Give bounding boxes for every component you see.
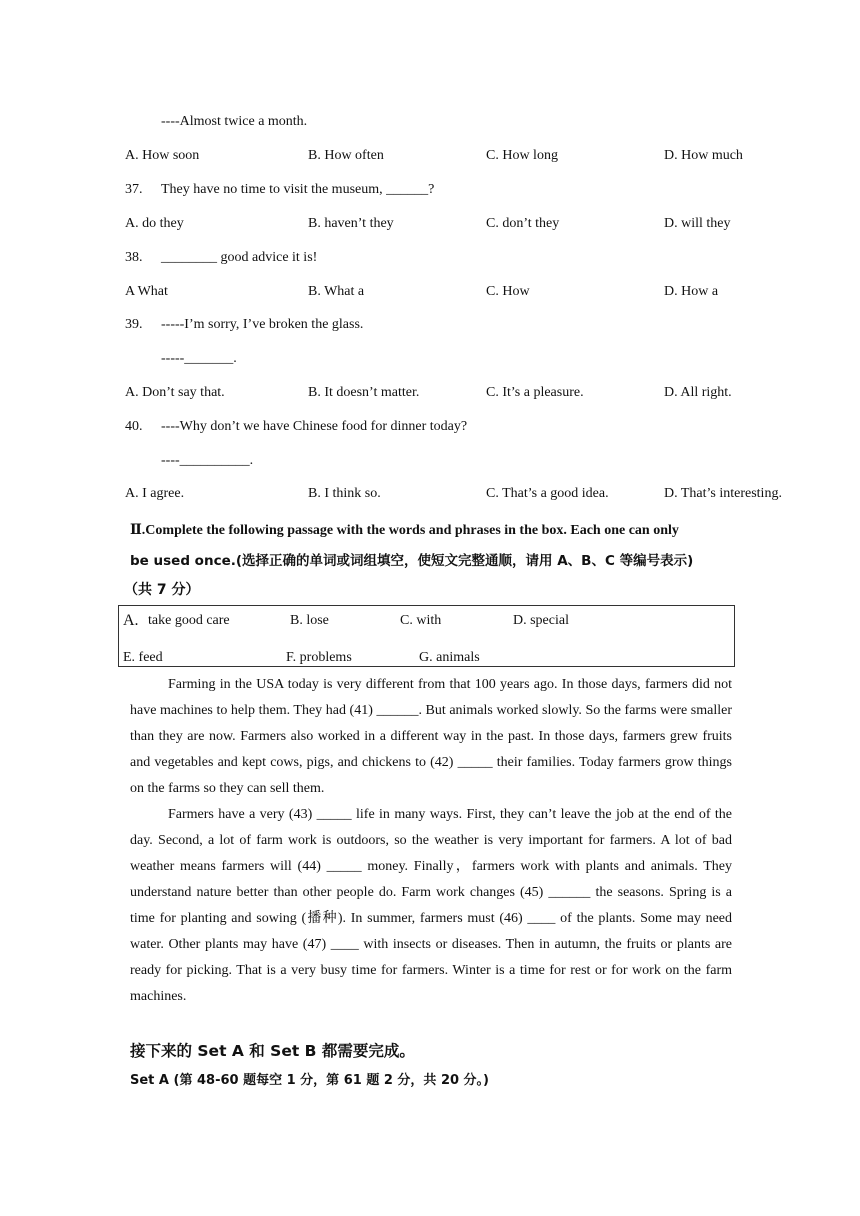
box-item-c: C. with <box>400 613 442 628</box>
option-d: D. That’s interesting. <box>664 486 782 501</box>
option-b: B. I think so. <box>308 486 381 501</box>
option-b: B. What a <box>308 284 365 299</box>
section-heading <box>124 515 740 603</box>
question-text: ----Why don’t we have Chinese food for dinner today? <box>161 419 468 434</box>
question-reply: -----_______. <box>161 351 237 366</box>
box-item-d: D. special <box>513 613 569 628</box>
option-b: B. How often <box>308 148 384 163</box>
q40-options <box>125 485 825 503</box>
option-b: B. haven’t they <box>308 216 394 231</box>
set-ab-title: 接下来的 Set A 和 Set B 都需要完成。 <box>130 1042 415 1060</box>
question-number: 40. <box>125 419 143 434</box>
option-a: A What <box>125 284 168 299</box>
option-d: D. How a <box>664 284 719 299</box>
heading-line-1: Ⅱ.Complete the following passage with the words and phrases in the box. Each one can only <box>130 523 679 538</box>
heading-line-3: （共 7 分） <box>124 582 200 598</box>
passage <box>130 672 732 1010</box>
question-reply: ----__________. <box>161 453 254 468</box>
option-a: A. do they <box>125 216 184 231</box>
paragraph-2: Farmers have a very (43) _____ life in many ways. First, they can’t leave the job at the end of the day. Second, a lot of farm work is outdoors, so the weather is very important for farmers. A lot of bad weather means farmers will (44) _____ money. Finally，farmers work with plants and animals. They understand nature better than other people do. Farm work changes (45) ______ the seasons. Spring is a time for planting and sowing (播种). In summer, farmers must (46) ____ of the plants. Some may need water. Other plants may have (47) ____ with insects or diseases. Then in autumn, the fruits or plants are ready for picking. That is a very busy time for farmers. Winter is a time for rest or for work on the farm machines. <box>130 807 732 1004</box>
box-item-b: B. lose <box>290 613 329 628</box>
q39-options <box>125 384 825 402</box>
q36-answer: ----Almost twice a month. <box>161 114 308 129</box>
option-d: D. will they <box>664 216 731 231</box>
option-a: A. Don’t say that. <box>125 385 225 400</box>
word-box <box>118 605 735 667</box>
heading-line-2: be used once.(选择正确的单词或词组填空，使短文完整通顺，请用 A、B、C 等编号表示) <box>130 553 694 569</box>
question-number: 37. <box>125 182 143 197</box>
box-item-a-letter: A. <box>123 612 139 629</box>
question-number: 38. <box>125 250 143 265</box>
option-d: D. How much <box>664 148 743 163</box>
option-b: B. It doesn’t matter. <box>308 385 420 400</box>
question-text: ________ good advice it is! <box>161 250 318 265</box>
option-c: C. How <box>486 284 530 299</box>
box-item-f: F. problems <box>286 650 352 665</box>
question-number: 39. <box>125 317 143 332</box>
q36-options <box>125 147 825 165</box>
option-c: C. How long <box>486 148 558 163</box>
paragraph-1: Farming in the USA today is very different from that 100 years ago. In those days, farmers did not have machines to help them. They had (41) ______. But animals worked slowly. So the farms were smaller than they are now. Farmers also worked in a different way in the past. In those days, farmers grew fruits and vegetables and kept cows, pigs, and chickens to (42) _____ their families. Today farmers grow things on the farms so they can sell them. <box>130 677 732 796</box>
box-item-g: G. animals <box>419 650 480 665</box>
set-a-heading: Set A (第 48-60 题每空 1 分，第 61 题 2 分，共 20 分。) <box>130 1073 489 1088</box>
question-text: -----I’m sorry, I’ve broken the glass. <box>161 317 364 332</box>
q37-options <box>125 215 825 233</box>
option-c: C. don’t they <box>486 216 560 231</box>
option-a: A. How soon <box>125 148 200 163</box>
option-d: D. All right. <box>664 385 732 400</box>
option-c: C. It’s a pleasure. <box>486 385 584 400</box>
option-c: C. That’s a good idea. <box>486 486 609 501</box>
q38-options <box>125 283 825 301</box>
box-item-a: take good care <box>148 613 230 628</box>
option-a: A. I agree. <box>125 486 185 501</box>
question-text: They have no time to visit the museum, ______? <box>161 182 435 197</box>
box-item-e: E. feed <box>123 650 163 665</box>
